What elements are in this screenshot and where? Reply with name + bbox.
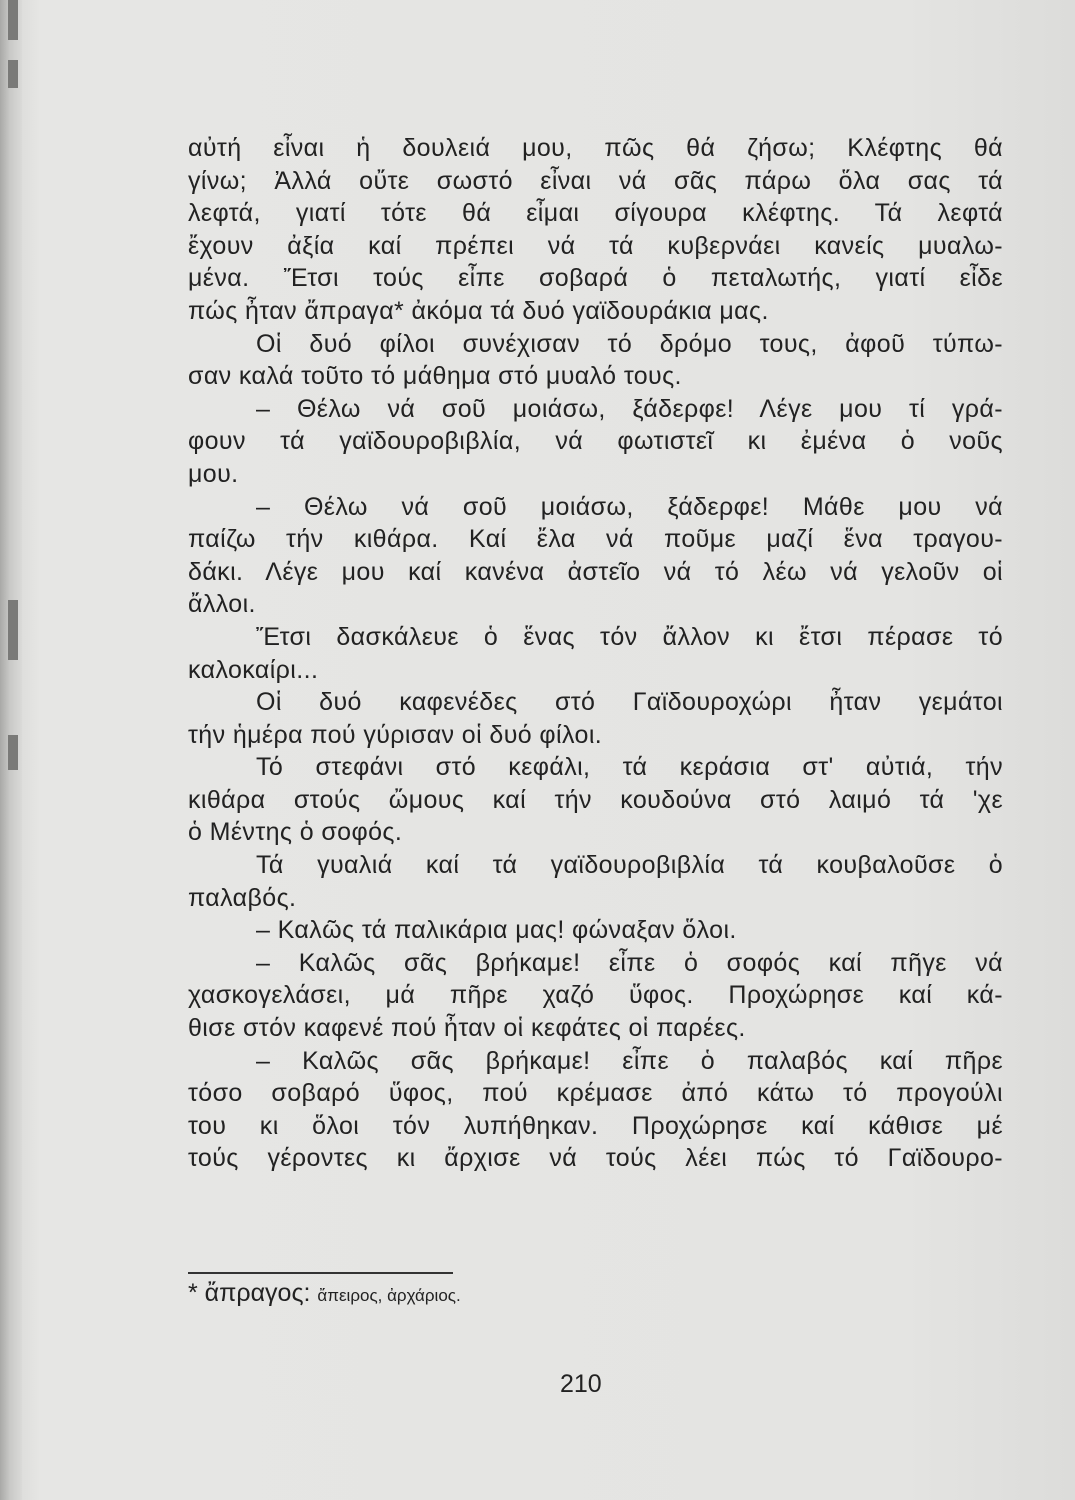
text-line: ἔχουν ἀξία καί πρέπει νά τά κυβερνάει κανείς μυαλω-	[188, 231, 1003, 260]
text-line: τούς γέροντες κι ἄρχισε νά τούς λέει πώς τό Γαϊδουρο-	[188, 1144, 1003, 1173]
text-line: δάκι. Λέγε μου καί κανένα ἀστεῖο νά τό λέω νά γελοῦν οἱ	[188, 557, 1003, 586]
body-text	[188, 132, 1003, 1175]
text-line: παλαβός.	[188, 883, 297, 912]
footnote	[188, 1279, 461, 1308]
footnote-term: * ἄπραγος:	[188, 1279, 311, 1307]
text-line: Τά γυαλιά καί τά γαϊδουροβιβλία τά κουβαλοῦσε ὁ	[256, 851, 1003, 880]
text-line: Τό στεφάνι στό κεφάλι, τά κεράσια στ' αὐτιά, τήν	[256, 753, 1003, 782]
text-line: πώς ἦταν ἄπραγα* ἀκόμα τά δυό γαϊδουράκια μας.	[188, 296, 769, 325]
scan-mark	[8, 735, 18, 770]
text-line: καλοκαίρι...	[188, 655, 319, 684]
text-line: χασκογελάσει, μά πῆρε χαζό ὕφος. Προχώρησε καί κά-	[188, 981, 1003, 1010]
text-line: ὁ Μέντης ὁ σοφός.	[188, 818, 403, 847]
text-line: λεφτά, γιατί τότε θά εἶμαι σίγουρα κλέφτης. Τά λεφτά	[188, 199, 1003, 228]
text-line: – Θέλω νά σοῦ μοιάσω, ξάδερφε! Μάθε μου νά	[256, 492, 1003, 521]
text-line: του κι ὅλοι τόν λυπήθηκαν. Προχώρησε καί κάθισε μέ	[188, 1111, 1003, 1140]
text-line: αὐτή εἶναι ἡ δουλειά μου, πῶς θά ζήσω; Κλέφτης θά	[188, 134, 1003, 162]
text-line: θισε στόν καφενέ πού ἦταν οἱ κεφάτες οἱ παρέες.	[188, 1014, 746, 1043]
text-line: φουν τά γαϊδουροβιβλία, νά φωτιστεῖ κι ἐμένα ὁ νοῦς	[188, 427, 1003, 456]
text-line: ἄλλοι.	[188, 590, 256, 619]
text-line: γίνω; Ἀλλά οὔτε σωστό εἶναι νά σᾶς πάρω ὅλα σας τά	[188, 166, 1003, 195]
text-line: – Θέλω νά σοῦ μοιάσω, ξάδερφε! Λέγε μου τί γρά-	[256, 394, 1003, 423]
footnote-definition: ἄπειρος, ἀρχάριος.	[317, 1286, 461, 1305]
text-line: Οἱ δυό φίλοι συνέχισαν τό δρόμο τους, ἀφοῦ τύπω-	[256, 329, 1003, 358]
text-line: τήν ἡμέρα πού γύρισαν οἱ δυό φίλοι.	[188, 720, 603, 749]
text-line: Οἱ δυό καφενέδες στό Γαϊδουροχώρι ἦταν γεμάτοι	[256, 688, 1003, 717]
text-line: μου.	[188, 459, 239, 488]
text-line: Ἔτσι δασκάλευε ὁ ἕνας τόν ἄλλον κι ἔτσι πέρασε τό	[256, 622, 1003, 651]
text-line: μένα. Ἔτσι τούς εἶπε σοβαρά ὁ πεταλωτής, γιατί εἶδε	[188, 264, 1003, 293]
scan-mark	[8, 60, 18, 88]
text-line: παίζω τήν κιθάρα. Καί ἔλα νά ποῦμε μαζί ἕνα τραγου-	[188, 525, 1003, 554]
scan-mark	[8, 0, 18, 40]
text-line: τόσο σοβαρό ὕφος, πού κρέμασε ἀπό κάτω τό προγούλι	[188, 1079, 1003, 1108]
text-line: – Καλῶς σᾶς βρήκαμε! εἶπε ὁ σοφός καί πῆγε νά	[256, 948, 1003, 977]
text-line: – Καλῶς τά παλικάρια μας! φώναξαν ὅλοι.	[256, 916, 737, 945]
binding-edge	[0, 0, 22, 1500]
footnote-rule	[188, 1272, 453, 1274]
text-line: κιθάρα στούς ὤμους καί τήν κουδούνα στό λαιμό τά 'χε	[188, 785, 1003, 814]
text-line: – Καλῶς σᾶς βρήκαμε! εἶπε ὁ παλαβός καί πῆρε	[256, 1046, 1003, 1075]
page-number: 210	[560, 1370, 602, 1398]
text-line: σαν καλά τοῦτο τό μάθημα στό μυαλό τους.	[188, 362, 682, 391]
scan-mark	[8, 600, 18, 660]
